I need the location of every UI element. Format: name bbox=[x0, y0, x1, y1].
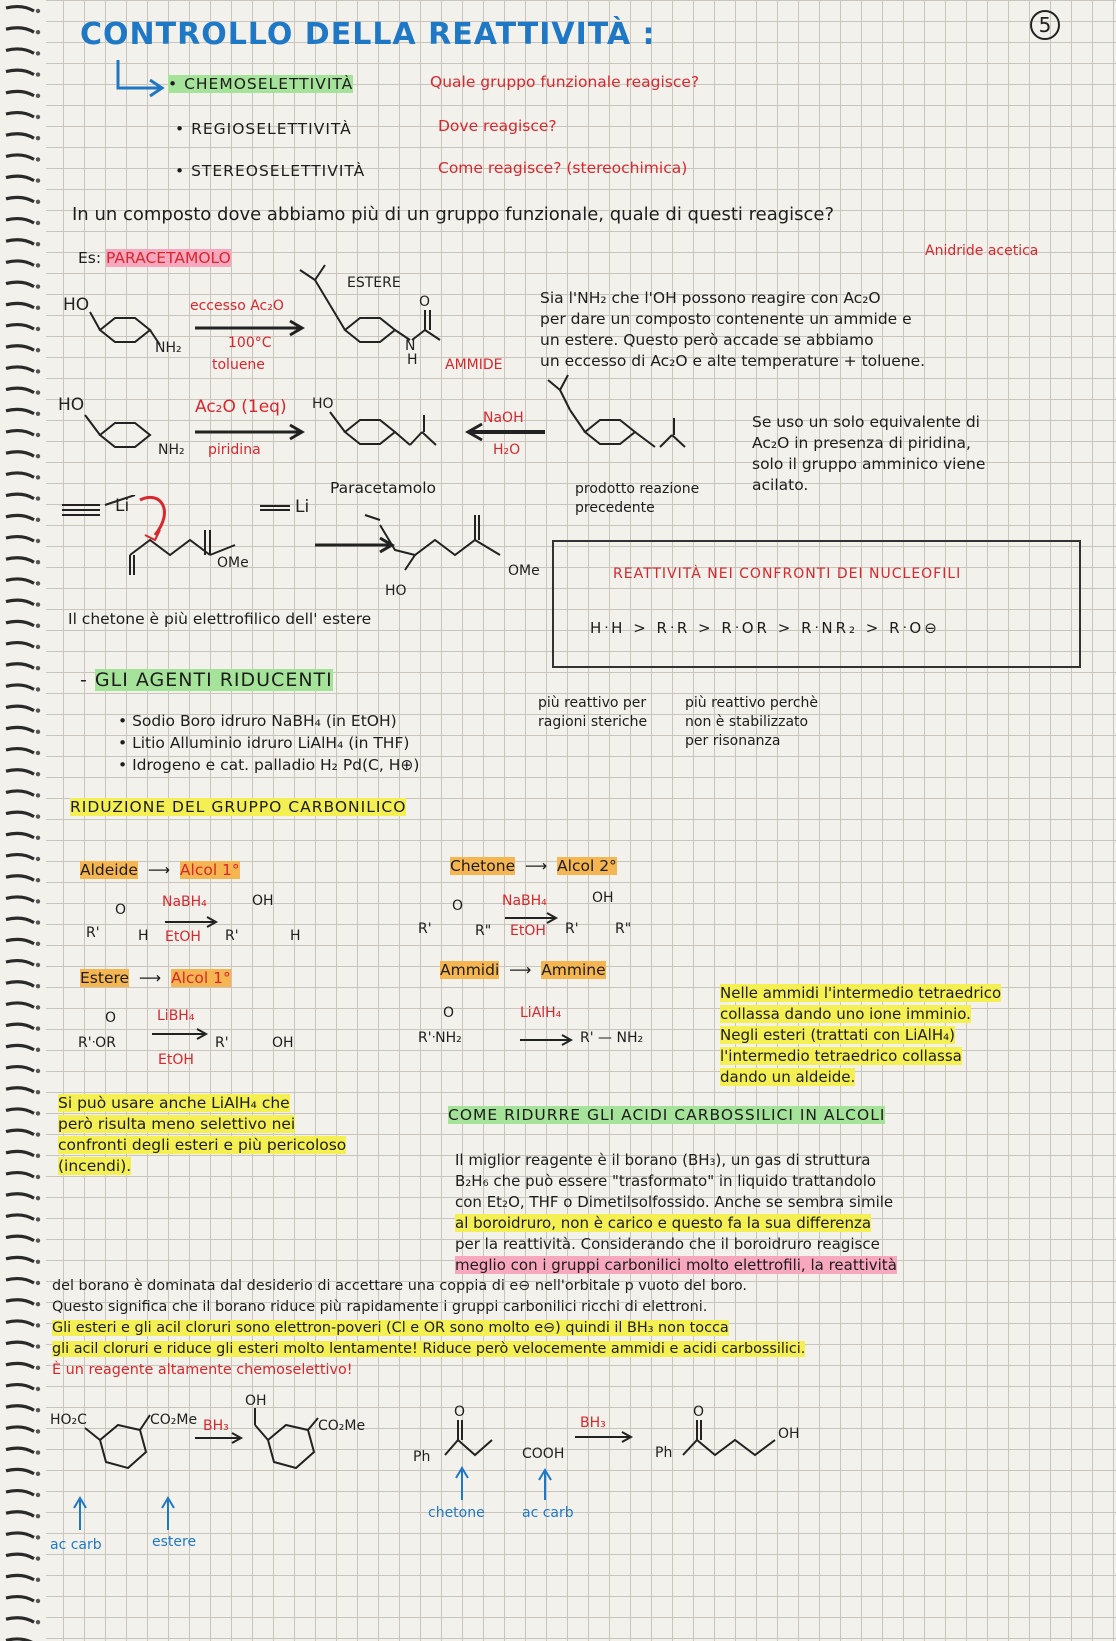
ho-label: HO bbox=[385, 583, 407, 599]
reactivity-series: HᐧH > RᐧR > RᐧOR > RᐧNR₂ > RᐧO⊖ bbox=[590, 619, 940, 637]
ex1-reagent: BH₃ bbox=[203, 1418, 229, 1434]
chetone-o: O bbox=[452, 898, 464, 914]
r1-o: O bbox=[419, 294, 431, 310]
aldeide-r: R' bbox=[86, 925, 100, 941]
page-number: 5 bbox=[1030, 10, 1060, 40]
aldeide-h: H bbox=[138, 928, 149, 944]
r1-nh2: NH₂ bbox=[155, 340, 182, 356]
li-label-2: Li bbox=[295, 497, 310, 517]
r1-n: N bbox=[405, 338, 416, 354]
acid-reduction-text-2: del borano è dominata dal desiderio di accettare una coppia di e⊖ nell'orbitale p vuoto del boro. Questo significa che il borano riduce più rapidamente i gruppi carbonilici ricchi di elettroni. Gli esteri e gli acil cloruri sono elettron-poveri (Cl e OR sono molto e⊖) quindi il BH₃ non tocca gli acil cloruri e riduce gli esteri molto lentamente! Riduce però velocemente ammidi e acidi carbossilici. È un reagente altamente chemoselettivo! bbox=[52, 1278, 806, 1378]
selectivity-term-1: • CHEMOSELETTIVITÀ bbox=[168, 75, 354, 93]
selectivity-term-3: • STEREOSELETTIVITÀ bbox=[175, 162, 366, 180]
alcol1-h: H bbox=[290, 928, 301, 944]
ex2-ph: Ph bbox=[413, 1449, 431, 1465]
aldeide-solvent: EtOH bbox=[165, 929, 201, 945]
chetone-reagent: NaBH₄ bbox=[502, 893, 547, 909]
ex2-oh: OH bbox=[778, 1426, 800, 1442]
estere-label: Estere ⟶ Alcol 1° bbox=[80, 969, 231, 987]
ex2-cooh: COOH bbox=[522, 1446, 565, 1462]
ex1-label-ester: estere bbox=[152, 1534, 197, 1550]
estere-r: R'ᐧOR bbox=[78, 1035, 116, 1051]
chetone-r2: R" bbox=[475, 923, 492, 939]
ammine-r: R' — NH₂ bbox=[580, 1030, 644, 1046]
ex2-label-acid: ac carb bbox=[522, 1505, 574, 1521]
r2-nh2: NH₂ bbox=[158, 442, 185, 458]
ex2-o-product: O bbox=[693, 1404, 705, 1420]
reactivity-title: REATTIVITÀ NEI CONFRONTI DEI NUCLEOFILI bbox=[613, 566, 962, 582]
r2-reagent: Ac₂O (1eq) bbox=[195, 397, 287, 417]
ammidi-label: Ammidi ⟶ Ammine bbox=[440, 961, 606, 979]
selectivity-question-1: Quale gruppo funzionale reagisce? bbox=[430, 73, 700, 91]
reaction2-explanation: Se uso un solo equivalente di Ac₂O in presenza di piridina, solo il gruppo amminico viene acilato. bbox=[752, 413, 986, 494]
aldeide-o: O bbox=[115, 902, 127, 918]
aldeide-reagent: NaBH₄ bbox=[162, 894, 207, 910]
reaction1-explanation: Sia l'NH₂ che l'OH possono reagire con Ac₂O per dare un composto contenente un ammide e un estere. Questo però accade se abbiamo un eccesso di Ac₂O e alte temperature + toluene. bbox=[540, 289, 926, 370]
reducing-agent-3: • Idrogeno e cat. palladio H₂ Pd(C, H⊕) bbox=[118, 756, 420, 774]
r2-h2o: H₂O bbox=[493, 442, 521, 458]
r2-naoh: NaOH bbox=[483, 410, 524, 426]
ex1-ho2c: HO₂C bbox=[50, 1412, 87, 1428]
reactivity-note-right: più reattivo perchè non è stabilizzato per risonanza bbox=[685, 695, 819, 749]
alcol2-r: R' bbox=[565, 921, 579, 937]
li-label-1: Li bbox=[115, 496, 130, 516]
r1-h: H bbox=[407, 352, 418, 368]
ex1-co2me-product: CO₂Me bbox=[318, 1418, 366, 1434]
alcol2-oh: OH bbox=[592, 890, 614, 906]
r2-ho-product: HO bbox=[312, 396, 334, 412]
estere-solvent: EtOH bbox=[158, 1052, 194, 1068]
r2-ho: HO bbox=[58, 395, 85, 415]
anidride-label: Anidride acetica bbox=[925, 243, 1039, 259]
alcol1b-oh: OH bbox=[272, 1035, 294, 1051]
carbonyl-reduction-title: RIDUZIONE DEL GRUPPO CARBONILICO bbox=[70, 798, 407, 816]
estere-o: O bbox=[105, 1010, 117, 1026]
example-label: Es: PARACETAMOLO bbox=[78, 249, 231, 267]
selectivity-question-2: Dove reagisce? bbox=[438, 117, 557, 135]
ome-label-1: OMe bbox=[217, 555, 249, 571]
ammidi-r: R'ᐧNH₂ bbox=[418, 1030, 462, 1046]
alcol1-r: R' bbox=[225, 928, 239, 944]
r1-cond-solvent: toluene bbox=[212, 357, 265, 373]
selectivity-term-2: • REGIOSELETTIVITÀ bbox=[175, 120, 352, 138]
ammidi-o: O bbox=[443, 1005, 455, 1021]
acid-reduction-title: COME RIDURRE GLI ACIDI CARBOSSILICI IN ALCOLI bbox=[448, 1106, 886, 1124]
ex1-oh: OH bbox=[245, 1393, 267, 1409]
alcol1b-r: R' bbox=[215, 1035, 229, 1051]
chetone-caption: Il chetone è più elettrofilico dell' estere bbox=[68, 610, 372, 628]
r1-ammide-label: AMMIDE bbox=[445, 357, 503, 373]
estere-reagent: LiBH₄ bbox=[157, 1008, 195, 1024]
ammidi-reagent: LiAlH₄ bbox=[520, 1005, 562, 1021]
ex1-co2me: CO₂Me bbox=[150, 1412, 198, 1428]
r1-ho: HO bbox=[63, 295, 90, 315]
ex1-label-acid: ac carb bbox=[50, 1537, 102, 1553]
reducing-agent-1: • Sodio Boro idruro NaBH₄ (in EtOH) bbox=[118, 712, 397, 730]
previous-product-label: prodotto reazione precedente bbox=[575, 481, 700, 516]
ex2-ph-product: Ph bbox=[655, 1445, 673, 1461]
chetone-r: R' bbox=[418, 921, 432, 937]
intro-question: In un composto dove abbiamo più di un gruppo funzionale, quale di questi reagisce? bbox=[72, 204, 835, 225]
reducing-agents-title: - GLI AGENTI RIDUCENTI bbox=[80, 669, 333, 691]
aldeide-label: Aldeide ⟶ Alcol 1° bbox=[80, 861, 240, 879]
alcol1-oh: OH bbox=[252, 893, 274, 909]
chetone-solvent: EtOH bbox=[510, 923, 546, 939]
r2-cond: piridina bbox=[208, 442, 261, 458]
ome-label-2: OMe bbox=[508, 563, 540, 579]
r1-estere-label: ESTERE bbox=[347, 275, 401, 291]
chetone-label: Chetone ⟶ Alcol 2° bbox=[450, 857, 617, 875]
page-title: CONTROLLO DELLA REATTIVITÀ : bbox=[80, 17, 656, 52]
paracetamol-label: Paracetamolo bbox=[330, 479, 437, 497]
ex2-reagent: BH₃ bbox=[580, 1415, 606, 1431]
ex2-label-ketone: chetone bbox=[428, 1505, 485, 1521]
acid-reduction-text-1: Il miglior reagente è il borano (BH₃), un gas di struttura B₂H₆ che può essere "trasformato" in liquido trattandolo con Et₂O, THF o Dimetilsolfossido. Anche se sembra simile al boroidruro, non è carico e questo fa la sua differenza per la reattività. Considerando che il boroidruro reagisce meglio con i gruppi carbonilici molto elettrofili, la reattività bbox=[455, 1151, 897, 1274]
reducing-agent-2: • Litio Alluminio idruro LiAlH₄ (in THF) bbox=[118, 734, 410, 752]
r1-cond-temp: 100°C bbox=[228, 335, 272, 351]
lialh4-note: Si può usare anche LiAlH₄ che però risulta meno selettivo nei confronti degli esteri e più pericoloso (incendi). bbox=[58, 1094, 347, 1175]
amide-note: Nelle ammidi l'intermedio tetraedrico collassa dando uno ione imminio. Negli esteri (trattati con LiAlH₄) l'intermedio tetraedrico collassa dando un aldeide. bbox=[720, 984, 1002, 1086]
selectivity-question-3: Come reagisce? (stereochimica) bbox=[438, 159, 688, 177]
r1-reagent: eccesso Ac₂O bbox=[190, 298, 284, 314]
alcol2-r2: R" bbox=[615, 921, 632, 937]
reactivity-note-left: più reattivo per ragioni steriche bbox=[538, 695, 648, 730]
ex2-o: O bbox=[454, 1404, 466, 1420]
